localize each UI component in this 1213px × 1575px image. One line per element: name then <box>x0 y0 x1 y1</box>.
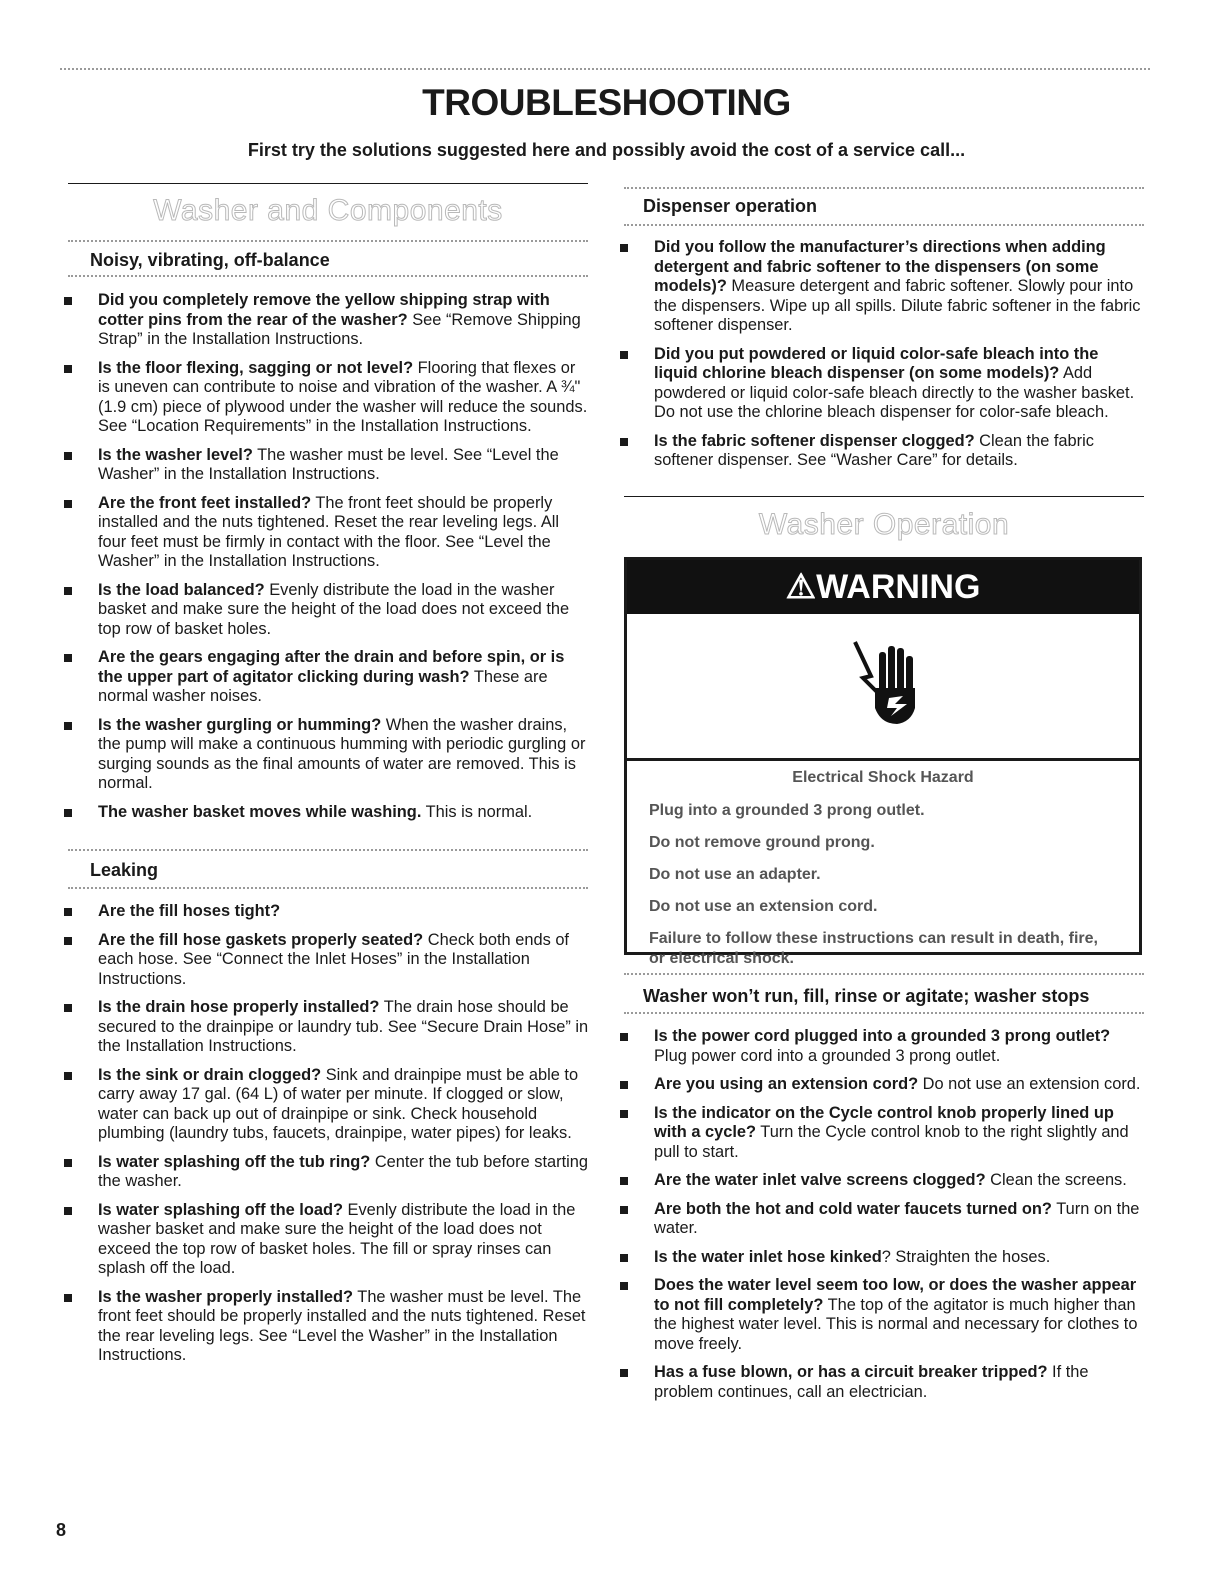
leaking-list <box>62 902 590 1375</box>
noisy-list <box>62 291 590 831</box>
bullet-icon <box>64 1159 72 1167</box>
bullet-icon <box>620 1033 628 1041</box>
hazard-title: Electrical Shock Hazard <box>792 769 974 786</box>
list-item <box>618 1075 1146 1095</box>
answer-text: Flooring that flexes or is uneven can contribute to noise and vibration of the washer. A ¾" (1.9 cm) piece of plywood under the washer will reduce the sounds. See “Location Requirements” in the Installation Instructions. <box>98 358 588 435</box>
answer-text: Clean the screens. <box>985 1171 1127 1189</box>
question-text: Are both the hot and cold water faucets turned on? <box>654 1199 1052 1218</box>
bullet-icon <box>64 587 72 595</box>
question-text: Has a fuse blown, or has a circuit breaker tripped? <box>654 1363 1048 1381</box>
divider <box>624 187 1144 189</box>
question-text: Are the water inlet valve screens clogged? <box>654 1171 986 1189</box>
list-item <box>618 345 1146 423</box>
answer-text: Evenly distribute the load in the washer basket and make sure the height of the load does not exceed the top row of basket holes. The fill or spray rinses can splash off the load. <box>98 1200 576 1277</box>
divider <box>68 275 588 277</box>
right-section-rule <box>624 496 1144 497</box>
question-text: Are the fill hoses tight? <box>98 902 281 920</box>
top-rule <box>60 68 1150 70</box>
list-item <box>62 803 590 823</box>
list-item <box>62 1153 590 1192</box>
dispenser-heading: Dispenser operation <box>643 196 818 216</box>
question-text: Is the load balanced? <box>98 580 265 599</box>
list-item <box>62 581 590 640</box>
list-item <box>62 1288 590 1366</box>
list-item <box>62 716 590 794</box>
question-text: Did you follow the manufacturer’s directions when adding detergent and fabric softener to the dispensers (on some models)? <box>654 238 1106 295</box>
question-text: Did you completely remove the yellow shipping strap with cotter pins from the rear of the washer? <box>98 291 550 329</box>
list-item <box>618 1027 1146 1066</box>
list-item <box>618 1171 1146 1191</box>
answer-text: The washer must be level. See “Level the Washer” in the Installation Instructions. <box>98 445 559 483</box>
bullet-icon <box>64 1072 72 1080</box>
bullet-icon <box>620 1206 628 1214</box>
bullet-icon <box>64 908 72 916</box>
warning-text <box>627 761 1139 969</box>
question-text: Are you using an extension cord? <box>654 1075 919 1093</box>
bullet-icon <box>620 1110 628 1118</box>
bullet-icon <box>64 1294 72 1302</box>
bullet-icon <box>64 500 72 508</box>
list-item <box>618 238 1146 336</box>
warning-line: Plug into a grounded 3 prong outlet. <box>649 802 925 819</box>
answer-text: If the problem continues, call an electrician. <box>654 1363 1089 1401</box>
list-item <box>62 931 590 990</box>
bullet-icon <box>620 1177 628 1185</box>
answer-text: Turn on the water. <box>654 1199 1140 1237</box>
leaking-heading: Leaking <box>90 860 159 880</box>
list-item <box>618 432 1146 471</box>
answer-text: ? Straighten the hoses. <box>881 1247 1051 1266</box>
question-text: Are the fill hose gaskets properly seated? <box>98 930 424 949</box>
answer-text: Add powdered or liquid color-safe bleach directly to the washer basket. Do not use the chlorine bleach dispenser for color-safe bleach. <box>654 364 1135 421</box>
question-text: Is water splashing off the tub ring? <box>98 1152 371 1171</box>
answer-text: Sink and drainpipe must be able to carry away 17 gal. (64 L) of water per minute. If clogged or slow, water can back up out of drainpipe or sink. Check household plumbing (laundry tubs, faucets, drainpipe, water pipes) for leaks. <box>98 1065 579 1142</box>
question-text: Is water splashing off the load? <box>98 1200 343 1219</box>
wont-run-heading: Washer won’t run, fill, rinse or agitate; washer stops <box>643 986 1090 1006</box>
question-text: Is the indicator on the Cycle control knob properly lined up with a cycle? <box>654 1103 1114 1141</box>
answer-text: Evenly distribute the load in the washer basket and make sure the height of the load does not exceed the top row of basket holes. <box>98 580 570 638</box>
page-title: TROUBLESHOOTING <box>422 82 791 123</box>
divider <box>68 240 588 242</box>
divider <box>624 1012 1144 1014</box>
warning-line: Failure to follow these instructions can result in death, fire, or electrical shock. <box>649 930 1098 967</box>
bullet-icon <box>620 244 628 252</box>
question-text: Is the washer gurgling or humming? <box>98 715 382 734</box>
list-item <box>62 446 590 485</box>
warning-box <box>624 557 1142 967</box>
warning-icon-area <box>627 614 1139 761</box>
bullet-icon <box>64 937 72 945</box>
bullet-icon <box>620 438 628 446</box>
answer-text: When the washer drains, the pump will make a continuous humming with periodic gurgling or surging sounds as the final amounts of water are removed. This is normal. <box>98 715 586 792</box>
wont-run-list <box>618 1027 1146 1411</box>
answer-text: Plug power cord into a grounded 3 prong outlet. <box>654 1046 1001 1065</box>
list-item <box>618 1104 1146 1163</box>
left-section-rule <box>68 183 588 184</box>
answer-text: The front feet should be properly installed and the nuts tightened. Reset the rear leveling legs. All four feet must be firmly in contact with the floor. See “Level the Washer” in the Installation Instructions. <box>98 493 560 570</box>
answer-text: Turn the Cycle control knob to the right slightly and pull to start. <box>654 1123 1129 1161</box>
divider <box>624 224 1144 226</box>
question-text: Is the power cord plugged into a grounded 3 prong outlet? <box>654 1027 1111 1045</box>
electric-shock-hand-icon <box>845 638 925 728</box>
list-item <box>618 1248 1146 1268</box>
list-item <box>618 1363 1146 1402</box>
warning-line: Do not remove ground prong. <box>649 834 875 851</box>
section-heading-washer-operation: Washer Operation <box>758 508 1010 541</box>
question-text: Are the front feet installed? <box>98 493 312 512</box>
answer-text: The drain hose should be secured to the drainpipe or laundry tub. See “Secure Drain Hose” in the Installation Instructions. <box>98 998 589 1055</box>
divider <box>68 887 588 889</box>
section-heading-washer-components: Washer and Components <box>153 194 503 227</box>
question-text: Is the floor flexing, sagging or not level? <box>98 358 414 377</box>
noisy-heading: Noisy, vibrating, off-balance <box>90 250 330 270</box>
question-text: Is the washer properly installed? <box>98 1287 354 1306</box>
bullet-icon <box>64 722 72 730</box>
bullet-icon <box>620 1254 628 1262</box>
list-item <box>618 1276 1146 1354</box>
list-item <box>62 494 590 572</box>
question-text: Is the drain hose properly installed? <box>98 998 380 1016</box>
answer-text: The washer must be level. The front feet should be properly installed and the nuts tightened. Reset the rear leveling legs. See “Level the Washer” in the Installation Instructions. <box>98 1287 586 1364</box>
question-text: Is the sink or drain clogged? <box>98 1065 322 1084</box>
list-item <box>62 291 590 350</box>
question-text: Is the water inlet hose kinked <box>654 1247 882 1266</box>
list-item <box>62 1201 590 1279</box>
dispenser-list <box>618 238 1146 480</box>
divider <box>68 849 588 851</box>
answer-text: Clean the fabric softener dispenser. See “Washer Care” for details. <box>654 431 1094 469</box>
list-item <box>618 1200 1146 1239</box>
answer-text: Do not use an extension cord. <box>918 1075 1141 1093</box>
bullet-icon <box>64 452 72 460</box>
divider <box>624 973 1144 975</box>
answer-text: These are normal washer noises. <box>98 667 548 705</box>
answer-text: See “Remove Shipping Strap” in the Installation Instructions. <box>98 310 581 348</box>
question-text: Is the fabric softener dispenser clogged? <box>654 431 975 450</box>
warning-header: ⚠WARNING <box>627 560 1139 614</box>
bullet-icon <box>64 297 72 305</box>
bullet-icon <box>64 809 72 817</box>
answer-text: This is normal. <box>421 802 533 821</box>
question-text: Did you put powdered or liquid color-safe bleach into the liquid chlorine bleach dispenser (on some models)? <box>654 344 1099 382</box>
bullet-icon <box>64 1004 72 1012</box>
answer-text: Measure detergent and fabric softener. Slowly pour into the dispensers. Wipe up all spills. Dilute fabric softener in the fabric softener dispenser. <box>654 277 1141 334</box>
list-item <box>62 1066 590 1144</box>
answer-text: The top of the agitator is much higher than the highest water level. This is normal and necessary for clothes to move freely. <box>654 1295 1138 1353</box>
answer-text: Check both ends of each hose. See “Connect the Inlet Hoses” in the Installation Instructions. <box>98 930 569 988</box>
bullet-icon <box>620 1081 628 1089</box>
bullet-icon <box>64 654 72 662</box>
page-number: 8 <box>56 1520 67 1540</box>
list-item <box>62 359 590 437</box>
bullet-icon <box>64 365 72 373</box>
bullet-icon <box>620 351 628 359</box>
question-text: The washer basket moves while washing. <box>98 802 422 821</box>
bullet-icon <box>620 1282 628 1290</box>
answer-text: Center the tub before starting the washer. <box>98 1152 589 1190</box>
question-text: Does the water level seem too low, or does the washer appear to not fill completely? <box>654 1276 1137 1314</box>
warning-line: Do not use an extension cord. <box>649 898 878 915</box>
list-item <box>62 998 590 1057</box>
page-subtitle: First try the solutions suggested here and possibly avoid the cost of a service call... <box>247 140 966 160</box>
bullet-icon <box>620 1369 628 1377</box>
question-text: Are the gears engaging after the drain and before spin, or is the upper part of agitator clicking during wash? <box>98 648 565 686</box>
list-item <box>62 902 590 922</box>
question-text: Is the washer level? <box>98 445 253 464</box>
bullet-icon <box>64 1207 72 1215</box>
list-item <box>62 648 590 707</box>
warning-line: Do not use an adapter. <box>649 866 821 883</box>
